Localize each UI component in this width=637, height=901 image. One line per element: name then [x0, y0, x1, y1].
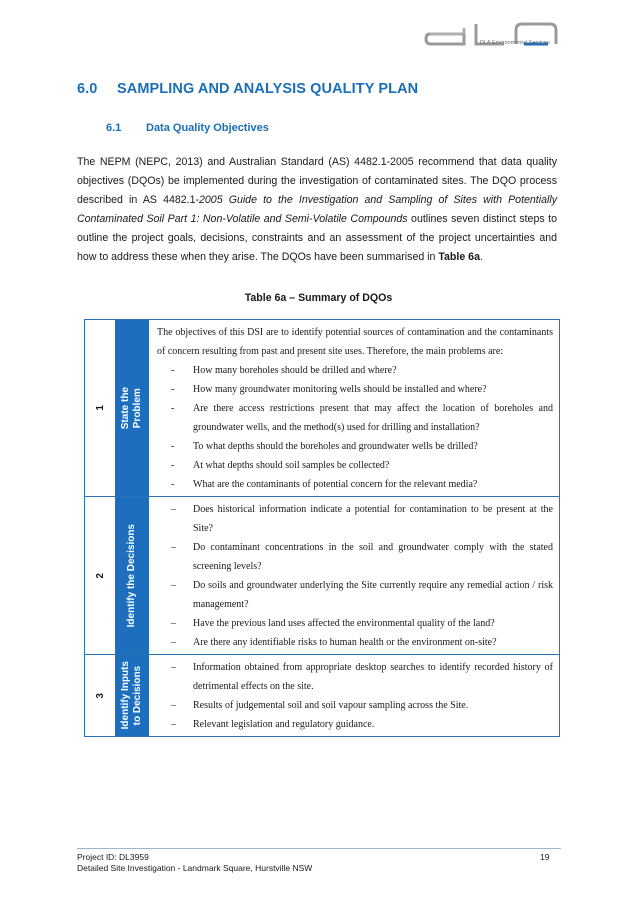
dqo-table	[84, 319, 560, 737]
list-item	[157, 475, 553, 494]
list-item	[157, 538, 553, 576]
list-bullet: –	[171, 662, 176, 673]
logo-subtitle: DLA Environmental Services	[480, 40, 550, 46]
section-heading	[77, 81, 418, 97]
list-item-text: Relevant legislation and regulatory guidance.	[193, 719, 375, 730]
list-item-text: How many boreholes should be drilled and where?	[193, 365, 397, 376]
list-bullet: –	[171, 637, 176, 648]
row-number-cell	[85, 497, 116, 655]
row-intro: The objectives of this DSI are to identify potential sources of contamination and the contaminants of concern resulting from past and present site uses. Therefore, the main problems are:	[157, 327, 553, 357]
footer-divider	[77, 848, 561, 849]
row-number-cell	[85, 655, 116, 737]
row-number: 2	[94, 572, 106, 579]
paragraph-italic-text: 2005 Guide to the Investigation and Sampling of Sites with Potentially Contaminated Soil Part 1: Non-Volatile and Semi-Volatile Compounds	[77, 194, 557, 225]
list-item-text: How many groundwater monitoring wells should be installed and where?	[193, 384, 487, 395]
paragraph-text: The NEPM (NEPC, 2013) and Australian Standard (AS) 4482.1-2005 recommend that data quality objectives (DQOs) be implemented during the investigation of contaminated sites. The DQO process described in AS 4482.1-	[77, 156, 557, 206]
list-item-text: Does historical information indicate a potential for contamination to be present at the Site?	[193, 504, 553, 534]
list-bullet: –	[171, 504, 176, 515]
table-row	[85, 655, 560, 737]
list-bullet: -	[171, 403, 175, 414]
list-bullet: –	[171, 542, 176, 553]
list-item	[157, 658, 553, 696]
document-title: Detailed Site Investigation - Landmark Square, Hurstville NSW	[77, 863, 313, 873]
list-bullet: -	[171, 479, 175, 490]
list-item	[157, 633, 553, 652]
list-item	[157, 399, 553, 437]
list-bullet: -	[171, 460, 175, 471]
row-label-line: State the	[120, 386, 131, 430]
row-content	[149, 497, 560, 655]
list-item-text: What are the contaminants of potential concern for the relevant media?	[193, 479, 478, 490]
list-item	[157, 576, 553, 614]
list-item-text: At what depths should soil samples be collected?	[193, 460, 390, 471]
list-bullet: -	[171, 365, 175, 376]
row-list	[157, 361, 553, 494]
list-bullet: -	[171, 441, 175, 452]
row-label-line: Identify Inputs	[120, 661, 131, 730]
list-item-text: Have the previous land uses affected the environmental quality of the land?	[193, 618, 495, 629]
page-number: 19	[540, 852, 550, 862]
project-id: Project ID: DL3959	[77, 852, 149, 862]
row-label-cell	[116, 655, 149, 737]
row-number: 3	[94, 692, 106, 699]
paragraph-text-2: outlines seven distinct steps to outline the project goals, decisions, constraints and an assessment of the project uncertainties and how to address these when they arise. The DQOs have been summarised in	[77, 213, 557, 263]
row-number-cell	[85, 320, 116, 497]
subsection-heading	[106, 122, 269, 134]
row-list	[157, 500, 553, 652]
list-item	[157, 456, 553, 475]
footer-info	[77, 852, 312, 874]
list-item	[157, 500, 553, 538]
list-item	[157, 614, 553, 633]
list-item	[157, 437, 553, 456]
table-caption: Table 6a – Summary of DQOs	[244, 292, 393, 304]
row-content	[149, 320, 560, 497]
row-label	[120, 387, 144, 429]
list-bullet: –	[171, 580, 176, 591]
row-number: 1	[94, 405, 106, 411]
body-paragraph	[77, 153, 557, 267]
list-item	[157, 380, 553, 399]
list-bullet: –	[171, 618, 176, 629]
list-item	[157, 715, 553, 734]
list-item-text: Are there access restrictions present that may affect the location of boreholes and groundwater wells, and the method(s) used for drilling and installation?	[193, 403, 553, 433]
row-label-line: to Decisions	[132, 665, 143, 726]
list-item	[157, 696, 553, 715]
list-item-text: Do soils and groundwater underlying the Site currently require any remedial action / risk management?	[193, 580, 553, 610]
section-number: 6.0	[77, 81, 98, 97]
section-title: SAMPLING AND ANALYSIS QUALITY PLAN	[117, 81, 419, 97]
row-list	[157, 658, 553, 734]
row-content	[149, 655, 560, 737]
list-bullet: –	[171, 719, 176, 730]
list-bullet: -	[171, 384, 175, 395]
table-row	[85, 497, 560, 655]
subsection-number: 6.1	[106, 122, 122, 134]
list-item-text: Results of judgemental soil and soil vapour sampling across the Site.	[193, 700, 469, 711]
row-label-cell	[116, 320, 149, 497]
row-label-line: Problem	[132, 387, 143, 428]
list-item	[157, 361, 553, 380]
list-item-text: Are there any identifiable risks to human health or the environment on-site?	[193, 637, 497, 648]
list-item-text: Do contaminant concentrations in the soil and groundwater comply with the stated screening levels?	[193, 542, 553, 572]
table-reference: Table 6a	[438, 251, 480, 263]
subsection-title: Data Quality Objectives	[146, 122, 269, 134]
row-label-cell	[116, 497, 149, 655]
row-label: Identify the Decisions	[126, 523, 137, 628]
list-item-text: To what depths should the boreholes and groundwater wells be drilled?	[193, 441, 478, 452]
paragraph-end: .	[479, 251, 483, 263]
table-row	[85, 320, 560, 497]
list-bullet: –	[171, 700, 176, 711]
row-label	[120, 661, 144, 729]
list-item-text: Information obtained from appropriate desktop searches to identify recorded history of detrimental effects on the site.	[193, 662, 553, 692]
company-logo	[424, 20, 564, 58]
